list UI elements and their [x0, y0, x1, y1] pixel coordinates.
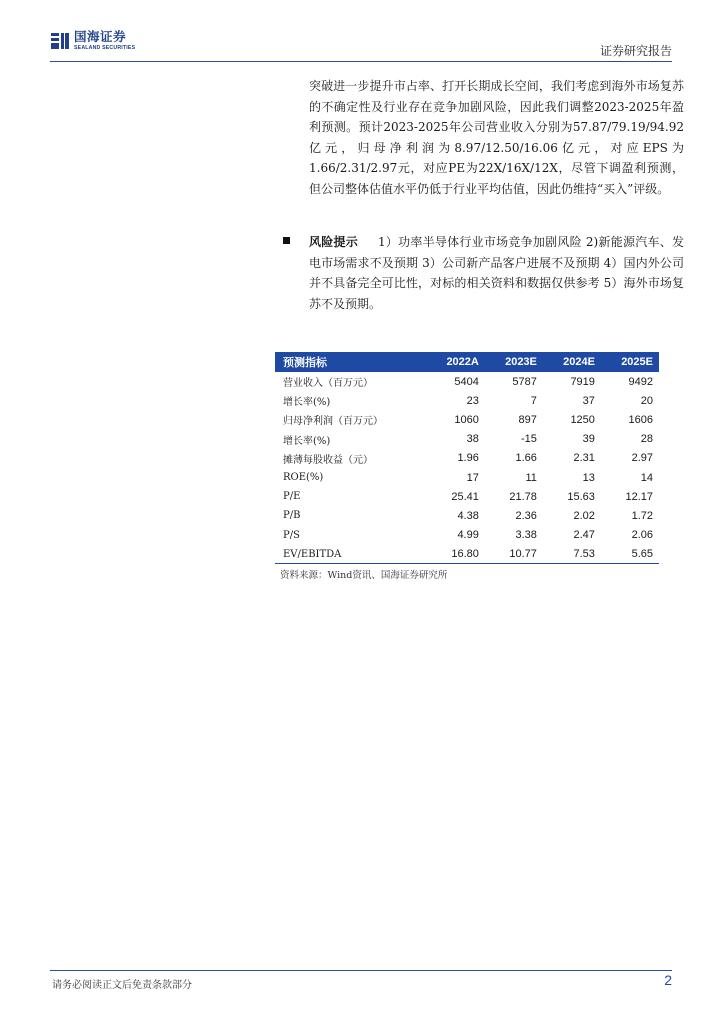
table-cell: 摊薄每股收益（元） — [283, 454, 373, 466]
footer-disclaimer: 请务必阅读正文后免责条款部分 — [52, 980, 192, 991]
table-cell: P/S — [283, 529, 300, 541]
table-header-cell: 2023E — [485, 352, 543, 372]
table-row — [275, 506, 659, 525]
table-cell: 5.65 — [601, 545, 659, 564]
table-cell: 2.31 — [573, 452, 595, 465]
table-cell: 28 — [640, 433, 653, 446]
table-cell: 25.41 — [451, 490, 479, 503]
table-cell: 897 — [518, 413, 537, 426]
table-cell: EV/EBITDA — [275, 545, 426, 564]
table-cell: 2.02 — [573, 509, 595, 522]
footer-divider — [50, 970, 672, 971]
table-row — [275, 391, 659, 410]
table-cell: 1.72 — [631, 509, 653, 522]
table-cell: 增长率(%) — [283, 435, 331, 447]
table-row — [275, 449, 659, 468]
table-cell: 23 — [466, 394, 479, 407]
table-row — [275, 430, 659, 449]
table-header-cell: 2025E — [601, 352, 659, 372]
table-row — [275, 526, 659, 545]
table-cell: 20 — [640, 394, 653, 407]
table-cell: ROE(%) — [283, 472, 324, 484]
table-header-cell: 2024E — [543, 352, 601, 372]
table-cell: 11 — [525, 471, 537, 484]
table-header-row — [275, 352, 659, 372]
table-cell: 7 — [530, 394, 537, 407]
header-divider — [50, 61, 672, 62]
risk-title: 风险提示 — [309, 235, 358, 249]
page-number: 2 — [664, 972, 672, 988]
table-cell: 5404 — [454, 375, 479, 388]
table-cell: 37 — [582, 394, 595, 407]
table-cell: 1250 — [570, 413, 595, 426]
table-cell: P/B — [283, 510, 301, 522]
table-cell: 12.17 — [625, 490, 653, 503]
table-row — [275, 372, 659, 391]
table-cell: 4.99 — [457, 529, 479, 542]
table-header-cell: 2022A — [426, 352, 485, 372]
table-cell: 1.96 — [457, 452, 479, 465]
table-cell: 7919 — [570, 375, 595, 388]
table-source-note: 资料来源：Wind资讯、国海证券研究所 — [280, 570, 448, 581]
table-cell: 7.53 — [543, 545, 601, 564]
risk-text: 1）功率半导体行业市场竞争加剧风险 2)新能源汽车、发电市场需求不及预期 3）公司新产品客户进展不及预期 4）国内外公司并不具备完全可比性，对标的相关资料和数据仅供参考 5）海外市场复苏不及预期。 — [309, 235, 684, 311]
table-cell: 归母净利润（百万元） — [283, 416, 383, 428]
sealand-logo-icon — [50, 31, 70, 51]
table-cell: 2.97 — [631, 452, 653, 465]
table-cell: 38 — [466, 433, 479, 446]
table-header-cell: 预测指标 — [275, 352, 426, 372]
risk-warning-paragraph — [309, 232, 684, 314]
table-cell: 14 — [640, 471, 653, 484]
table-row — [275, 410, 659, 429]
table-cell: 39 — [582, 433, 595, 446]
table-cell: 营业收入（百万元） — [283, 378, 373, 390]
bullet-square-icon — [283, 237, 290, 244]
logo-english-name: SEALAND SECURITIES — [74, 44, 136, 51]
table-cell: 15.63 — [567, 490, 595, 503]
table-cell: 16.80 — [426, 545, 485, 564]
table-cell: 1606 — [628, 413, 653, 426]
investment-summary-paragraph: 突破进一步提升市占率、打开长期成长空间，我们考虑到海外市场复苏的不确定性及行业存在竞争加剧风险，因此我们调整2023-2025年盈利预测。预计2023-2025年公司营业收入分别为57.87/79.19/94.92亿元，归母净利润为8.97/12.50/16.06亿元，对应EPS为1.66/2.31/2.97元，对应PE为22X/16X/12X，尽管下调盈利预测，但公司整体估值水平仍低于行业平均估值，因此仍维持“买入”评级。 — [309, 79, 684, 196]
table-cell: 3.38 — [515, 529, 537, 542]
table-cell: 1.66 — [515, 452, 537, 465]
sealand-logo — [50, 31, 135, 51]
table-cell: 21.78 — [509, 490, 537, 503]
forecast-table — [275, 352, 659, 564]
logo-chinese-name: 国海证券 — [74, 29, 127, 45]
table-cell: 2.36 — [515, 509, 537, 522]
table-row — [275, 487, 659, 506]
table-cell: 5787 — [512, 375, 537, 388]
table-cell: -15 — [520, 433, 537, 446]
table-cell: 增长率(%) — [283, 397, 331, 409]
table-row — [275, 545, 659, 564]
report-type-label: 证券研究报告 — [599, 44, 672, 58]
table-cell: 4.38 — [457, 509, 479, 522]
table-cell: 2.47 — [573, 529, 595, 542]
table-cell: 17 — [466, 471, 479, 484]
table-cell: 13 — [582, 471, 595, 484]
table-cell: 2.06 — [631, 529, 653, 542]
table-cell: 1060 — [454, 413, 479, 426]
table-cell: P/E — [283, 491, 301, 503]
table-row — [275, 468, 659, 487]
table-cell: 10.77 — [485, 545, 543, 564]
table-cell: 9492 — [628, 375, 653, 388]
